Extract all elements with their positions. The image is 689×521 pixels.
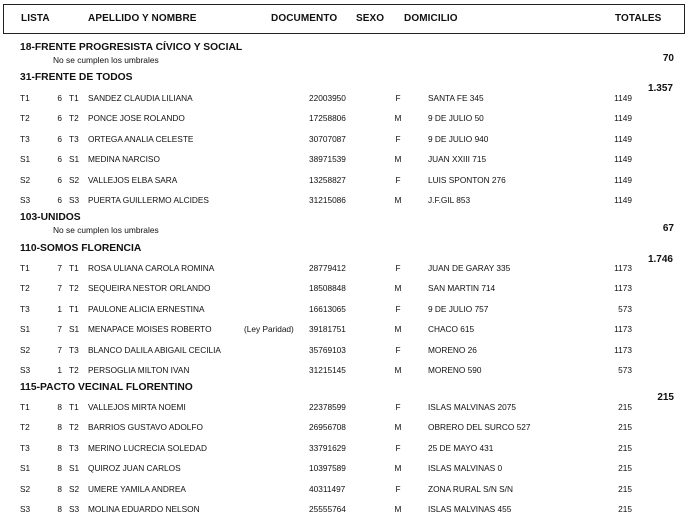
candidate-name: BARRIOS GUSTAVO ADOLFO — [88, 422, 203, 433]
party-title: 31-FRENTE DE TODOS — [20, 72, 133, 83]
party-total: 67 — [662, 223, 674, 234]
candidate-code: T3 — [69, 442, 79, 453]
list-number: 8 — [57, 463, 62, 474]
list-number: 8 — [57, 422, 62, 433]
address: LUIS SPONTON 276 — [428, 174, 506, 185]
list-position: T3 — [20, 442, 30, 453]
document-number: 10397589 — [309, 463, 346, 474]
list-number: 8 — [57, 483, 62, 494]
sex: M — [394, 324, 402, 335]
list-position: S1 — [20, 154, 31, 165]
sex: F — [395, 174, 401, 185]
threshold-note: No se cumplen los umbrales — [53, 225, 159, 235]
list-position: T3 — [20, 133, 30, 144]
document-number: 31215145 — [309, 365, 346, 375]
list-position: S3 — [20, 504, 31, 514]
document-number: 26956708 — [309, 422, 346, 433]
candidate-code: T2 — [69, 113, 79, 124]
document-number: 30707087 — [309, 133, 346, 144]
sex: F — [395, 344, 401, 355]
candidate-code: T1 — [69, 303, 79, 314]
total-votes: 1149 — [614, 133, 632, 144]
total-votes: 215 — [618, 504, 632, 514]
table-row — [0, 175, 689, 187]
table-row — [0, 402, 689, 414]
sex: F — [395, 93, 401, 103]
total-votes: 1149 — [614, 93, 632, 103]
sex: F — [395, 483, 401, 494]
candidate-code: S3 — [69, 504, 80, 514]
list-number: 6 — [57, 154, 62, 165]
list-number: 7 — [57, 324, 62, 335]
sex: M — [394, 422, 402, 433]
sex: M — [394, 365, 402, 375]
table-row — [0, 463, 689, 475]
candidate-name: MENAPACE MOISES ROBERTO — [88, 324, 212, 335]
document-number: 16613065 — [309, 303, 346, 314]
table-row — [0, 484, 689, 496]
candidate-code: S1 — [69, 463, 80, 474]
total-votes: 573 — [618, 303, 632, 314]
threshold-note: No se cumplen los umbrales — [53, 55, 159, 65]
total-votes: 1149 — [614, 195, 632, 205]
list-position: T3 — [20, 303, 30, 314]
list-number: 6 — [57, 133, 62, 144]
table-row — [0, 345, 689, 357]
candidate-code: T1 — [69, 263, 79, 273]
document-number: 40311497 — [309, 483, 346, 494]
address: 9 DE JULIO 757 — [428, 303, 489, 314]
table-row — [0, 263, 689, 275]
party-title: 115-PACTO VECINAL FLORENTINO — [20, 382, 193, 393]
candidate-name: MERINO LUCRECIA SOLEDAD — [88, 442, 207, 453]
document-number: 39181751 — [309, 324, 346, 335]
candidate-name: QUIROZ JUAN CARLOS — [88, 463, 181, 474]
candidate-name: VALLEJOS MIRTA NOEMI — [88, 402, 186, 412]
total-votes: 215 — [618, 483, 632, 494]
sex: M — [394, 195, 402, 205]
candidate-name: ROSA ULIANA CAROLA ROMINA — [88, 263, 215, 273]
header-totales: TOTALES — [615, 13, 662, 24]
total-votes: 1149 — [614, 154, 632, 165]
address: J.F.GIL 853 — [428, 195, 471, 205]
candidate-name: MOLINA EDUARDO NELSON — [88, 504, 200, 514]
document-number: 17258806 — [309, 113, 346, 124]
document-number: 22378599 — [309, 402, 346, 412]
list-position: S2 — [20, 174, 31, 185]
candidate-name: PUERTA GUILLERMO ALCIDES — [88, 195, 209, 205]
document-number: 18508848 — [309, 283, 346, 294]
header-apellido: APELLIDO Y NOMBRE — [88, 13, 197, 24]
list-number: 8 — [57, 402, 62, 412]
table-row — [0, 365, 689, 377]
list-position: T2 — [20, 283, 30, 294]
candidate-code: S2 — [69, 174, 80, 185]
list-number: 1 — [57, 303, 62, 314]
list-number: 8 — [57, 504, 62, 514]
list-position: S2 — [20, 344, 31, 355]
list-number: 7 — [57, 283, 62, 294]
candidate-code: T3 — [69, 344, 79, 355]
table-row — [0, 154, 689, 166]
header-documento: DOCUMENTO — [271, 13, 338, 24]
candidate-name: PONCE JOSE ROLANDO — [88, 113, 185, 124]
document-number: 25555764 — [309, 504, 346, 514]
address: 9 DE JULIO 940 — [428, 133, 489, 144]
sex: F — [395, 402, 401, 412]
list-number: 8 — [57, 442, 62, 453]
total-votes: 1173 — [614, 263, 632, 273]
party-title: 18-FRENTE PROGRESISTA CÍVICO Y SOCIAL — [20, 42, 243, 53]
total-votes: 1173 — [614, 283, 632, 294]
candidate-code: S2 — [69, 483, 80, 494]
list-position: T1 — [20, 402, 30, 412]
candidate-name: UMERE YAMILA ANDREA — [88, 483, 186, 494]
table-row — [0, 195, 689, 207]
list-position: S2 — [20, 483, 31, 494]
candidate-name: PAULONE ALICIA ERNESTINA — [88, 303, 205, 314]
address: SANTA FE 345 — [428, 93, 484, 103]
list-number: 7 — [57, 344, 62, 355]
document-number: 22003950 — [309, 93, 346, 103]
address: ISLAS MALVINAS 455 — [428, 504, 512, 514]
header-lista: LISTA — [21, 13, 50, 24]
table-header — [3, 4, 685, 34]
list-position: S1 — [20, 463, 31, 474]
list-number: 6 — [57, 113, 62, 124]
table-row — [0, 304, 689, 316]
total-votes: 215 — [618, 463, 632, 474]
list-number: 7 — [57, 263, 62, 273]
candidate-name: BLANCO DALILA ABIGAIL CECILIA — [88, 344, 221, 355]
sex: F — [395, 133, 401, 144]
candidate-name: ORTEGA ANALIA CELESTE — [88, 133, 194, 144]
total-votes: 1173 — [614, 324, 632, 335]
total-votes: 215 — [618, 402, 632, 412]
total-votes: 1149 — [614, 113, 632, 124]
total-votes: 215 — [618, 422, 632, 433]
document-number: 28779412 — [309, 263, 346, 273]
document-number: 33791629 — [309, 442, 346, 453]
party-total: 215 — [657, 392, 674, 403]
sex: M — [394, 113, 402, 124]
sex: M — [394, 283, 402, 294]
party-title: 110-SOMOS FLORENCIA — [20, 243, 142, 254]
sex: M — [394, 154, 402, 165]
address: JUAN DE GARAY 335 — [428, 263, 511, 273]
address: ISLAS MALVINAS 2075 — [428, 402, 516, 412]
address: SAN MARTIN 714 — [428, 283, 496, 294]
document-number: 38971539 — [309, 154, 346, 165]
address: OBRERO DEL SURCO 527 — [428, 422, 531, 433]
list-number: 1 — [57, 365, 62, 375]
address: MORENO 590 — [428, 365, 482, 375]
table-row — [0, 324, 689, 336]
table-row — [0, 283, 689, 295]
list-number: 6 — [57, 93, 62, 103]
candidate-code: T2 — [69, 365, 79, 375]
address: MORENO 26 — [428, 344, 477, 355]
address: JUAN XXIII 715 — [428, 154, 487, 165]
list-position: S3 — [20, 365, 31, 375]
list-number: 6 — [57, 195, 62, 205]
candidate-code: T1 — [69, 93, 79, 103]
list-position: S1 — [20, 324, 31, 335]
candidate-name: SANDEZ CLAUDIA LILIANA — [88, 93, 193, 103]
address: CHACO 615 — [428, 324, 475, 335]
candidate-code: T2 — [69, 422, 79, 433]
sex: M — [394, 463, 402, 474]
candidate-code: T3 — [69, 133, 79, 144]
candidate-name: SEQUEIRA NESTOR ORLANDO — [88, 283, 211, 294]
party-total: 1.746 — [647, 254, 673, 265]
table-row — [0, 443, 689, 455]
list-position: T1 — [20, 93, 30, 103]
table-row — [0, 422, 689, 434]
candidate-name: PERSOGLIA MILTON IVAN — [88, 365, 190, 375]
sex: F — [395, 442, 401, 453]
table-row — [0, 504, 689, 516]
candidate-code: S3 — [69, 195, 80, 205]
list-position: T2 — [20, 422, 30, 433]
header-sexo: SEXO — [356, 13, 385, 24]
candidate-code: S1 — [69, 154, 80, 165]
list-position: T1 — [20, 263, 30, 273]
total-votes: 1149 — [614, 174, 632, 185]
total-votes: 1173 — [614, 344, 632, 355]
candidate-name: MEDINA NARCISO — [88, 154, 160, 165]
sex: F — [395, 303, 401, 314]
candidate-code: T1 — [69, 402, 79, 412]
address: ZONA RURAL S/N S/N — [428, 483, 513, 494]
address: 9 DE JULIO 50 — [428, 113, 484, 124]
address: 25 DE MAYO 431 — [428, 442, 494, 453]
document-number: 13258827 — [309, 174, 346, 185]
list-number: 6 — [57, 174, 62, 185]
candidate-code: T2 — [69, 283, 79, 294]
table-row — [0, 113, 689, 125]
document-number: 31215086 — [309, 195, 346, 205]
party-title: 103-UNIDOS — [20, 212, 81, 223]
sex: F — [395, 263, 401, 273]
sex: M — [394, 504, 402, 514]
header-domicilio: DOMICILIO — [404, 13, 458, 24]
list-position: S3 — [20, 195, 31, 205]
address: ISLAS MALVINAS 0 — [428, 463, 503, 474]
table-row — [0, 134, 689, 146]
total-votes: 573 — [618, 365, 632, 375]
party-total: 70 — [662, 53, 674, 64]
document-number: 35769103 — [309, 344, 346, 355]
list-position: T2 — [20, 113, 30, 124]
total-votes: 215 — [618, 442, 632, 453]
party-total: 1.357 — [647, 83, 673, 94]
candidate-code: S1 — [69, 324, 80, 335]
table-row — [0, 93, 689, 105]
candidate-note: (Ley Paridad) — [244, 324, 294, 335]
candidate-name: VALLEJOS ELBA SARA — [88, 174, 178, 185]
